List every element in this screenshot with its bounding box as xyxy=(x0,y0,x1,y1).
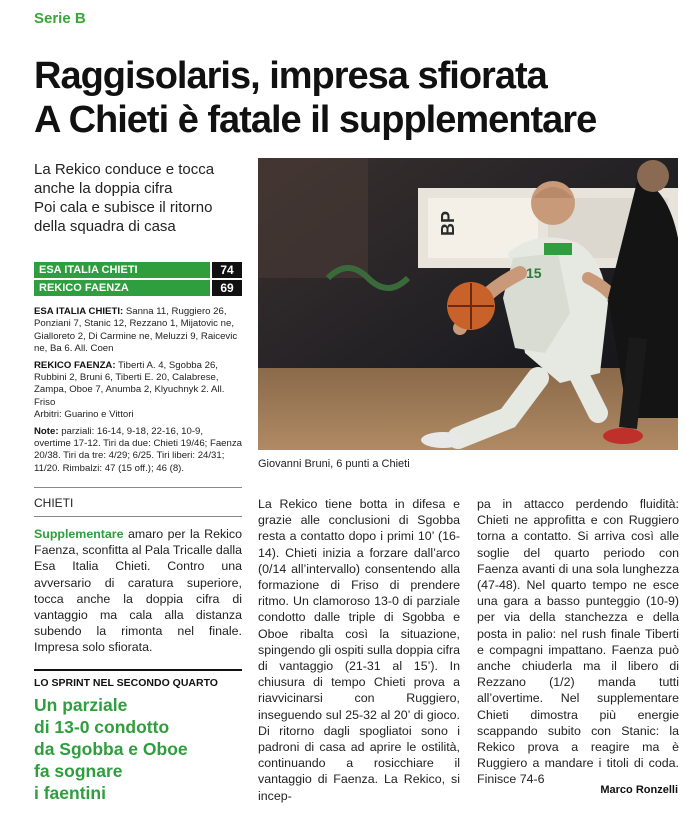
scoreboard xyxy=(34,262,242,298)
away-lineup-label: REKICO FAENZA: xyxy=(34,359,116,371)
article-column-2: pa in attacco perdendo fluidità: Chieti ne approfitta e con Ruggiero torna a contatto. Si arriva così alle soglie del quarto periodo con Faenza avanti di una sola lunghezza (47-48). Nel quarto tempo ne esce una gara a basso punteggio (10-9) per via della stanchezza e della posta in palio: nel rush finale Tiberti e compagni impattano. Faenza può anche chiuderla ma il libero di Rezzano (1/2) manda tutti all’overtime. Nel supplementare Chieti dimostra più energie scappando subito con Stanic: la Rekico prova a reagire ma è Ruggiero a mandare i titoli di coda. Finisce 74-6 xyxy=(477,497,679,787)
box-line-3: da Sgobba e Oboe xyxy=(34,739,188,759)
home-lineup-label: ESA ITALIA CHIETI: xyxy=(34,306,124,317)
box-rule xyxy=(34,669,242,671)
score-row-home xyxy=(34,262,242,278)
referees: Arbitri: Guarino e Vittori xyxy=(34,409,134,421)
game-notes-label: Note: xyxy=(34,425,59,437)
subheadline xyxy=(34,160,244,236)
lead-paragraph xyxy=(34,526,242,656)
jersey-number: 15 xyxy=(526,265,542,281)
away-lineup-text: Tiberti A. 4, Sgobba 26, Rubbini 2, Bruni 6, Tiberti E. 20, Calabrese, Zampa, Oboe 7, Anumba 2, Klyuchnyk 2. All. Friso xyxy=(34,359,225,408)
dateline: CHIETI xyxy=(34,496,74,510)
away-lineup xyxy=(34,360,242,422)
headline-line-2: A Chieti è fatale il supplementare xyxy=(34,99,597,141)
game-photo xyxy=(258,158,678,450)
game-photo-illustration xyxy=(258,158,678,450)
subhead-line-4: della squadra di casa xyxy=(34,218,176,235)
home-team-points: 74 xyxy=(212,262,242,278)
byline: Marco Ronzelli xyxy=(600,784,678,796)
home-team-name: ESA ITALIA CHIETI xyxy=(34,262,210,278)
box-line-2: di 13-0 condotto xyxy=(34,717,170,737)
divider-dateline xyxy=(34,516,242,517)
home-lineup xyxy=(34,306,242,356)
box-score-details xyxy=(34,306,242,479)
away-team-name: REKICO FAENZA xyxy=(34,280,210,296)
box-callout xyxy=(34,694,242,804)
game-notes xyxy=(34,426,242,476)
photo-caption: Giovanni Bruni, 6 punti a Chieti xyxy=(258,458,410,470)
subhead-line-2: anche la doppia cifra xyxy=(34,180,173,197)
away-team-points: 69 xyxy=(212,280,242,296)
box-title: LO SPRINT NEL SECONDO QUARTO xyxy=(34,677,218,689)
lead-text: amaro per la Rekico Faenza, sconfitta al Pala Tricalle dalla Esa Italia Chieti. Contro una avversario di caratura superiore, tocca anche la doppia cifra di vantaggio ma cala alla distanza subendo la rimonta nel finale. Impresa solo sfiorata. xyxy=(34,527,242,655)
headline xyxy=(34,54,679,142)
score-row-away xyxy=(34,280,242,296)
section-label: Serie B xyxy=(34,10,86,27)
svg-text:BP: BP xyxy=(438,210,458,236)
article-column-1: La Rekico tiene botta in difesa e grazie alle conclusioni di Sgobba resta a contatto dopo i primi 10’ (16-14). Chieti inizia a forzare dall’arco (0/14 all’intervallo) consentendo alla formazione di Friso di prendere ritmo. Un clamoroso 13-0 di parziale condotto dalle triple di Sgobba e Oboe ribalta così la situazione, spingendo gli ospiti sulla doppia cifra di vantaggio (21-31 al 15’). In chiusura di tempo Chieti prova a riavvicinarsi con Ruggiero, inseguendo sul 25-32 al 20’ di gioco. Di ritorno dagli spogliatoi sono i padroni di casa ad aprire le ostilità, continuando a rosicchiare il vantaggio di Faenza. La Rekico, si incep- xyxy=(258,497,460,803)
subhead-line-1: La Rekico conduce e tocca xyxy=(34,161,215,178)
lead-bold: Supplementare xyxy=(34,527,124,541)
box-line-4: fa sognare xyxy=(34,761,123,781)
divider-top xyxy=(34,487,242,488)
box-line-5: i faentini xyxy=(34,783,106,803)
box-line-1: Un parziale xyxy=(34,695,128,715)
subhead-line-3: Poi cala e subisce il ritorno xyxy=(34,199,213,216)
game-notes-text: parziali: 16-14, 9-18, 22-16, 10-9, overtime 17-12. Tiri da due: Chieti 19/46; Faenza 20/38. Tiri da tre: 4/29; 6/25. Tiri liberi: 24/31; 11/20. Rimbalzi: 47 (15 off.); 46 (8). xyxy=(34,425,242,474)
headline-line-1: Raggisolaris, impresa sfiorata xyxy=(34,55,547,97)
home-lineup-text: Sanna 11, Ruggiero 26, Ponziani 7, Stanic 12, Rezzano 1, Mijatovic ne, Gialloreto 2, Di Carmine ne, Meluzzi 9, Raicevic ne, Ba 6. All. Coen xyxy=(34,306,238,355)
